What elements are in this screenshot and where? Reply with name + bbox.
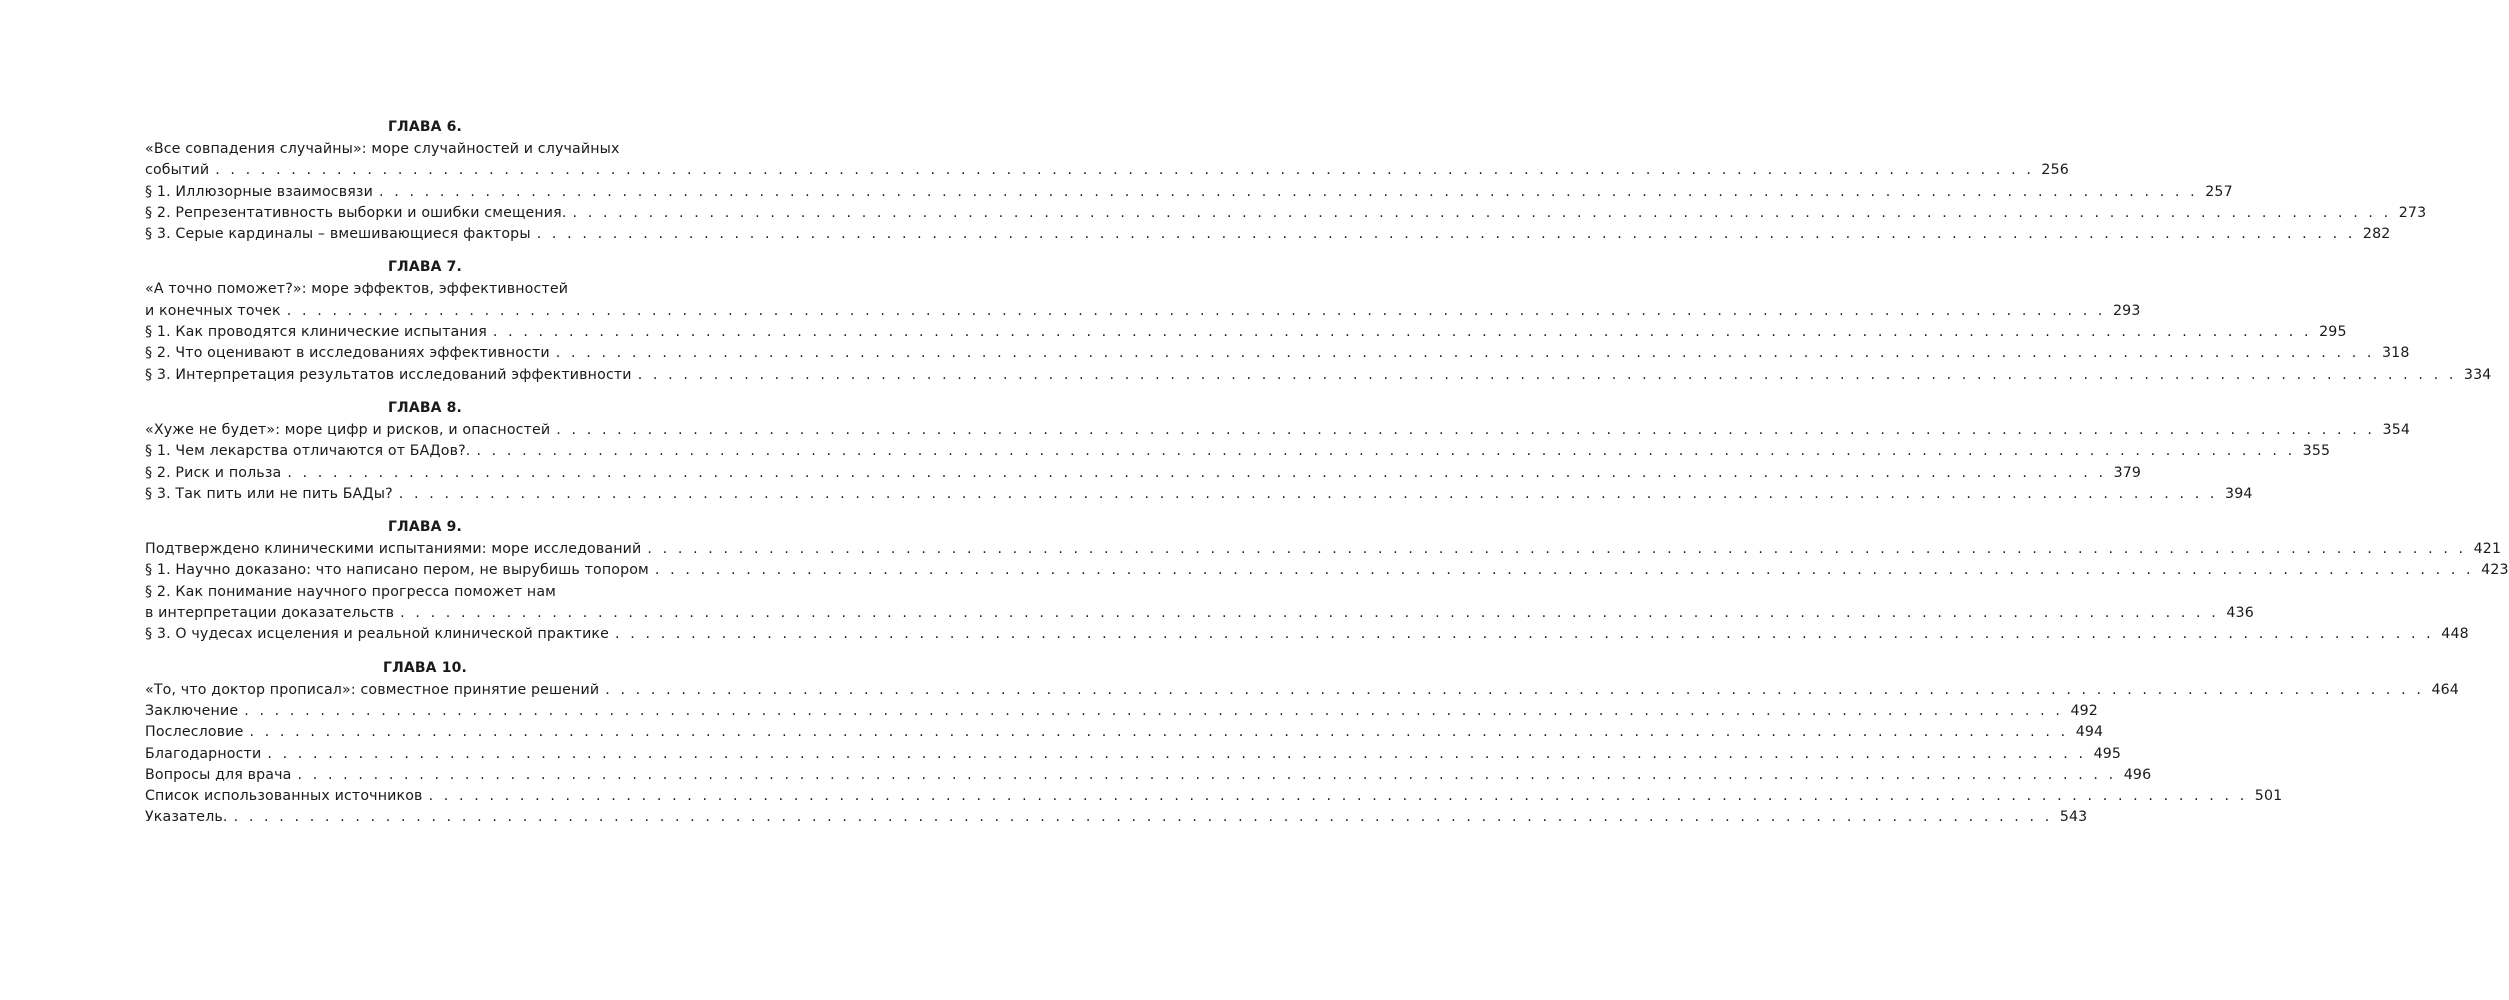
toc-entry-title: Указатель. — [145, 809, 228, 826]
page-number: 293 — [2113, 302, 2141, 319]
dot-leader: . . . . . . . . . . . . . . . . . . . . . . . . . . . . . . . . . . . . . . . . . . . . . . . . . . . . . . . . . . . . . . . . . . . . . . . . . . . . . . . . . . . . . . . . . . . . . . . . . . . . . . . . . . . . . . . . . . . . . . . . — [637, 366, 2457, 383]
toc-entry[interactable] — [145, 322, 2347, 343]
toc-entry[interactable] — [145, 582, 2254, 625]
toc-entry-row — [145, 807, 2088, 828]
page-number: 256 — [2041, 162, 2069, 179]
dot-leader: . . . . . . . . . . . . . . . . . . . . . . . . . . . . . . . . . . . . . . . . . . . . . . . . . . . . . . . . . . . . . . . . . . . . . . . . . . . . . . . . . . . . . . . . . . . . . . . . . . . . . . . . . . . . . . . . . . . . . . . . — [287, 464, 2107, 481]
toc-entry-title: событий — [145, 162, 210, 179]
toc-entry-row — [145, 539, 2502, 560]
toc-entry-title: в интерпретации доказательств — [145, 605, 395, 622]
toc-entry-title: Вопросы для врача — [145, 766, 292, 783]
dot-leader: . . . . . . . . . . . . . . . . . . . . . . . . . . . . . . . . . . . . . . . . . . . . . . . . . . . . . . . . . . . . . . . . . . . . . . . . . . . . . . . . . . . . . . . . . . . . . . . . . . . . . . . . . . . . . . . . . . . . . . . . — [654, 562, 2474, 579]
toc-entry-title: § 3. Так пить или не пить БАДы? — [145, 485, 393, 502]
toc-entry-row — [145, 603, 2254, 624]
dot-leader: . . . . . . . . . . . . . . . . . . . . . . . . . . . . . . . . . . . . . . . . . . . . . . . . . . . . . . . . . . . . . . . . . . . . . . . . . . . . . . . . . . . . . . . . . . . . . . . . . . . . . . . . . . . . . . . . . . . . . . . . — [555, 345, 2375, 362]
toc-entry-title: § 3. Интерпретация результатов исследований эффективности — [145, 366, 632, 383]
toc-entry[interactable] — [145, 680, 2459, 701]
toc-entry-title: Список использованных источников — [145, 788, 423, 805]
dot-leader: . . . . . . . . . . . . . . . . . . . . . . . . . . . . . . . . . . . . . . . . . . . . . . . . . . . . . . . . . . . . . . . . . . . . . . . . . . . . . . . . . . . . . . . . . . . . . . . . . . . . . . . . . . . . . . . . . . . . . . . . — [286, 302, 2106, 319]
toc-entry-title: § 1. Иллюзорные взаимосвязи — [145, 183, 374, 200]
chapter-section — [145, 255, 2492, 385]
dot-leader: . . . . . . . . . . . . . . . . . . . . . . . . . . . . . . . . . . . . . . . . . . . . . . . . . . . . . . . . . . . . . . . . . . . . . . . . . . . . . . . . . . . . . . . . . . . . . . . . . . . . . . . . . . . . . . . . . . . . . . . . — [615, 626, 2434, 643]
page-number: 257 — [2205, 183, 2233, 200]
toc-entry-row — [145, 420, 2411, 441]
toc-entry-row — [145, 365, 2492, 386]
dot-leader: . . . . . . . . . . . . . . . . . . . . . . . . . . . . . . . . . . . . . . . . . . . . . . . . . . . . . . . . . . . . . . . . . . . . . . . . . . . . . . . . . . . . . . . . . . . . . . . . . . . . . . . . . . . . . . . . . . . . . . . . — [233, 809, 2053, 826]
toc-entry[interactable] — [145, 484, 2253, 505]
page-number: 379 — [2113, 464, 2142, 481]
toc-entry[interactable] — [145, 744, 2122, 765]
toc-entry-title-line: «А точно поможет?»: море эффектов, эффективностей — [145, 281, 569, 298]
dot-leader: . . . . . . . . . . . . . . . . . . . . . . . . . . . . . . . . . . . . . . . . . . . . . . . . . . . . . . . . . . . . . . . . . . . . . . . . . . . . . . . . . . . . . . . . . . . . . . . . . . . . . . . . . . . . . . . . . . . . . . . . — [244, 702, 2063, 719]
toc-entry-title: § 2. Что оценивают в исследованиях эффективности — [145, 345, 550, 362]
toc-entry-row — [145, 203, 2427, 224]
toc-entry-row — [145, 463, 2142, 484]
toc-entry[interactable] — [145, 539, 2502, 560]
dot-leader: . . . . . . . . . . . . . . . . . . . . . . . . . . . . . . . . . . . . . . . . . . . . . . . . . . . . . . . . . . . . . . . . . . . . . . . . . . . . . . . . . . . . . . . . . . . . . . . . . . . . . . . . . . . . . . . . . . . . . . . . — [428, 788, 2248, 805]
toc-entry-title: § 3. О чудесах исцеления и реальной клинической практике — [145, 626, 610, 643]
dot-leader: . . . . . . . . . . . . . . . . . . . . . . . . . . . . . . . . . . . . . . . . . . . . . . . . . . . . . . . . . . . . . . . . . . . . . . . . . . . . . . . . . . . . . . . . . . . . . . . . . . . . . . . . . . . . . . . . . . . . . . . . — [267, 745, 2087, 762]
toc-entry-title: «Хуже не будет»: море цифр и рисков, и опасностей — [145, 421, 551, 438]
toc-entry[interactable] — [145, 139, 2069, 182]
toc-entry-row — [145, 160, 2069, 181]
toc-entry-row — [145, 722, 2104, 743]
toc-entry-row — [145, 765, 2152, 786]
chapter-section — [145, 396, 2411, 505]
page-number: 448 — [2441, 626, 2469, 643]
page-number: 543 — [2059, 809, 2088, 826]
toc-entry[interactable] — [145, 701, 2098, 722]
toc-entry-row — [145, 182, 2233, 203]
chapter-section — [145, 656, 2459, 829]
toc-entry-title: § 2. Риск и польза — [145, 464, 282, 481]
toc-entry-title: и конечных точек — [145, 302, 281, 319]
toc-entry[interactable] — [145, 807, 2088, 828]
page-number: 464 — [2431, 681, 2459, 698]
toc-entry[interactable] — [145, 203, 2427, 224]
toc-entry-title: § 2. Репрезентативность выборки и ошибки смещения. — [145, 204, 567, 221]
toc-entry[interactable] — [145, 722, 2104, 743]
dot-leader: . . . . . . . . . . . . . . . . . . . . . . . . . . . . . . . . . . . . . . . . . . . . . . . . . . . . . . . . . . . . . . . . . . . . . . . . . . . . . . . . . . . . . . . . . . . . . . . . . . . . . . . . . . . . . . . . . . . . . . . . — [647, 541, 2467, 558]
toc-entry-row — [145, 224, 2391, 245]
chapter-title: ГЛАВА 7. — [387, 259, 463, 276]
toc-entry[interactable] — [145, 343, 2410, 364]
page-number: 394 — [2225, 485, 2253, 502]
page-number: 495 — [2093, 745, 2122, 762]
page-number: 492 — [2070, 702, 2098, 719]
toc-entry-row — [145, 441, 2331, 462]
toc-entry[interactable] — [145, 279, 2141, 322]
toc-entry-title-line: «Все совпадения случайны»: море случайностей и случайных — [145, 141, 620, 157]
toc-entry-row — [145, 680, 2459, 701]
dot-leader: . . . . . . . . . . . . . . . . . . . . . . . . . . . . . . . . . . . . . . . . . . . . . . . . . . . . . . . . . . . . . . . . . . . . . . . . . . . . . . . . . . . . . . . . . . . . . . . . . . . . . . . . . . . . . . . . . . . . . . . . — [536, 226, 2356, 243]
chapter-section — [145, 115, 2427, 245]
page-number: 282 — [2362, 226, 2391, 243]
page-number: 423 — [2481, 562, 2509, 579]
toc-entry[interactable] — [145, 224, 2391, 245]
toc-entry-title: Послесловие — [145, 724, 244, 741]
dot-leader: . . . . . . . . . . . . . . . . . . . . . . . . . . . . . . . . . . . . . . . . . . . . . . . . . . . . . . . . . . . . . . . . . . . . . . . . . . . . . . . . . . . . . . . . . . . . . . . . . . . . . . . . . . . . . . . . . . . . . . . . — [556, 421, 2376, 438]
toc-entry[interactable] — [145, 786, 2283, 807]
dot-leader: . . . . . . . . . . . . . . . . . . . . . . . . . . . . . . . . . . . . . . . . . . . . . . . . . . . . . . . . . . . . . . . . . . . . . . . . . . . . . . . . . . . . . . . . . . . . . . . . . . . . . . . . . . . . . . . . . . . . . . . . — [572, 204, 2392, 221]
chapter-title: ГЛАВА 8. — [387, 399, 463, 416]
toc-entry[interactable] — [145, 441, 2331, 462]
toc-entry-title: § 3. Серые кардиналы – вмешивающиеся факторы — [145, 226, 531, 243]
page-number: 295 — [2319, 324, 2347, 341]
toc-entry-row — [145, 484, 2253, 505]
toc-entry-row — [145, 301, 2141, 322]
toc-entry[interactable] — [145, 560, 2509, 581]
dot-leader: . . . . . . . . . . . . . . . . . . . . . . . . . . . . . . . . . . . . . . . . . . . . . . . . . . . . . . . . . . . . . . . . . . . . . . . . . . . . . . . . . . . . . . . . . . . . . . . . . . . . . . . . . . . . . . . . . . . . . . . . — [379, 183, 2198, 200]
toc-entry-row — [145, 343, 2410, 364]
page-number: 273 — [2398, 204, 2427, 221]
page-number: 334 — [2463, 366, 2492, 383]
dot-leader: . . . . . . . . . . . . . . . . . . . . . . . . . . . . . . . . . . . . . . . . . . . . . . . . . . . . . . . . . . . . . . . . . . . . . . . . . . . . . . . . . . . . . . . . . . . . . . . . . . . . . . . . . . . . . . . . . . . . . . . . — [215, 162, 2034, 179]
toc-entry-row — [145, 624, 2469, 645]
dot-leader: . . . . . . . . . . . . . . . . . . . . . . . . . . . . . . . . . . . . . . . . . . . . . . . . . . . . . . . . . . . . . . . . . . . . . . . . . . . . . . . . . . . . . . . . . . . . . . . . . . . . . . . . . . . . . . . . . . . . . . . . — [605, 681, 2424, 698]
toc-entry-row — [145, 322, 2347, 343]
toc-entry-row — [145, 560, 2509, 581]
chapter-section — [145, 515, 2509, 645]
toc-entry[interactable] — [145, 463, 2142, 484]
toc-entry-row — [145, 786, 2283, 807]
toc-entry-title: § 1. Как проводятся клинические испытания — [145, 324, 487, 341]
dot-leader: . . . . . . . . . . . . . . . . . . . . . . . . . . . . . . . . . . . . . . . . . . . . . . . . . . . . . . . . . . . . . . . . . . . . . . . . . . . . . . . . . . . . . . . . . . . . . . . . . . . . . . . . . . . . . . . . . . . . . . . . — [398, 485, 2218, 502]
dot-leader: . . . . . . . . . . . . . . . . . . . . . . . . . . . . . . . . . . . . . . . . . . . . . . . . . . . . . . . . . . . . . . . . . . . . . . . . . . . . . . . . . . . . . . . . . . . . . . . . . . . . . . . . . . . . . . . . . . . . . . . . — [297, 766, 2117, 783]
toc-entry-row — [145, 701, 2098, 722]
toc-entry-title: Заключение — [145, 702, 239, 719]
page-number: 494 — [2075, 724, 2104, 741]
page-number: 355 — [2302, 443, 2331, 460]
page-number: 421 — [2473, 541, 2502, 558]
dot-leader: . . . . . . . . . . . . . . . . . . . . . . . . . . . . . . . . . . . . . . . . . . . . . . . . . . . . . . . . . . . . . . . . . . . . . . . . . . . . . . . . . . . . . . . . . . . . . . . . . . . . . . . . . . . . . . . . . . . . . . . . — [476, 443, 2296, 460]
chapter-title: ГЛАВА 10. — [383, 659, 467, 676]
toc-entry[interactable] — [145, 420, 2411, 441]
dot-leader: . . . . . . . . . . . . . . . . . . . . . . . . . . . . . . . . . . . . . . . . . . . . . . . . . . . . . . . . . . . . . . . . . . . . . . . . . . . . . . . . . . . . . . . . . . . . . . . . . . . . . . . . . . . . . . . . . . . . . . . . — [249, 724, 2069, 741]
toc-entry-title: Благодарности — [145, 745, 262, 762]
table-of-contents — [145, 115, 2509, 829]
page-number: 496 — [2123, 766, 2152, 783]
toc-entry-title: Подтверждено клиническими испытаниями: море исследований — [145, 541, 642, 558]
toc-entry-title: «То, что доктор прописал»: совместное принятие решений — [145, 681, 600, 698]
toc-entry[interactable] — [145, 765, 2152, 786]
toc-entry[interactable] — [145, 624, 2469, 645]
chapter-title: ГЛАВА 6. — [387, 119, 463, 135]
dot-leader: . . . . . . . . . . . . . . . . . . . . . . . . . . . . . . . . . . . . . . . . . . . . . . . . . . . . . . . . . . . . . . . . . . . . . . . . . . . . . . . . . . . . . . . . . . . . . . . . . . . . . . . . . . . . . . . . . . . . . . . . — [492, 324, 2312, 341]
page-number: 501 — [2254, 788, 2283, 805]
dot-leader: . . . . . . . . . . . . . . . . . . . . . . . . . . . . . . . . . . . . . . . . . . . . . . . . . . . . . . . . . . . . . . . . . . . . . . . . . . . . . . . . . . . . . . . . . . . . . . . . . . . . . . . . . . . . . . . . . . . . . . . . — [400, 605, 2219, 622]
page-number: 354 — [2382, 421, 2411, 438]
toc-entry[interactable] — [145, 182, 2233, 203]
chapter-title: ГЛАВА 9. — [387, 519, 463, 536]
page-number: 318 — [2382, 345, 2410, 362]
toc-entry-title-line: § 2. Как понимание научного прогресса поможет нам — [145, 583, 557, 600]
toc-entry-row — [145, 744, 2122, 765]
page-number: 436 — [2226, 605, 2254, 622]
toc-entry-title: § 1. Чем лекарства отличаются от БАДов?. — [145, 443, 471, 460]
toc-entry-title: § 1. Научно доказано: что написано пером, не вырубишь топором — [145, 562, 649, 579]
toc-entry[interactable] — [145, 365, 2492, 386]
